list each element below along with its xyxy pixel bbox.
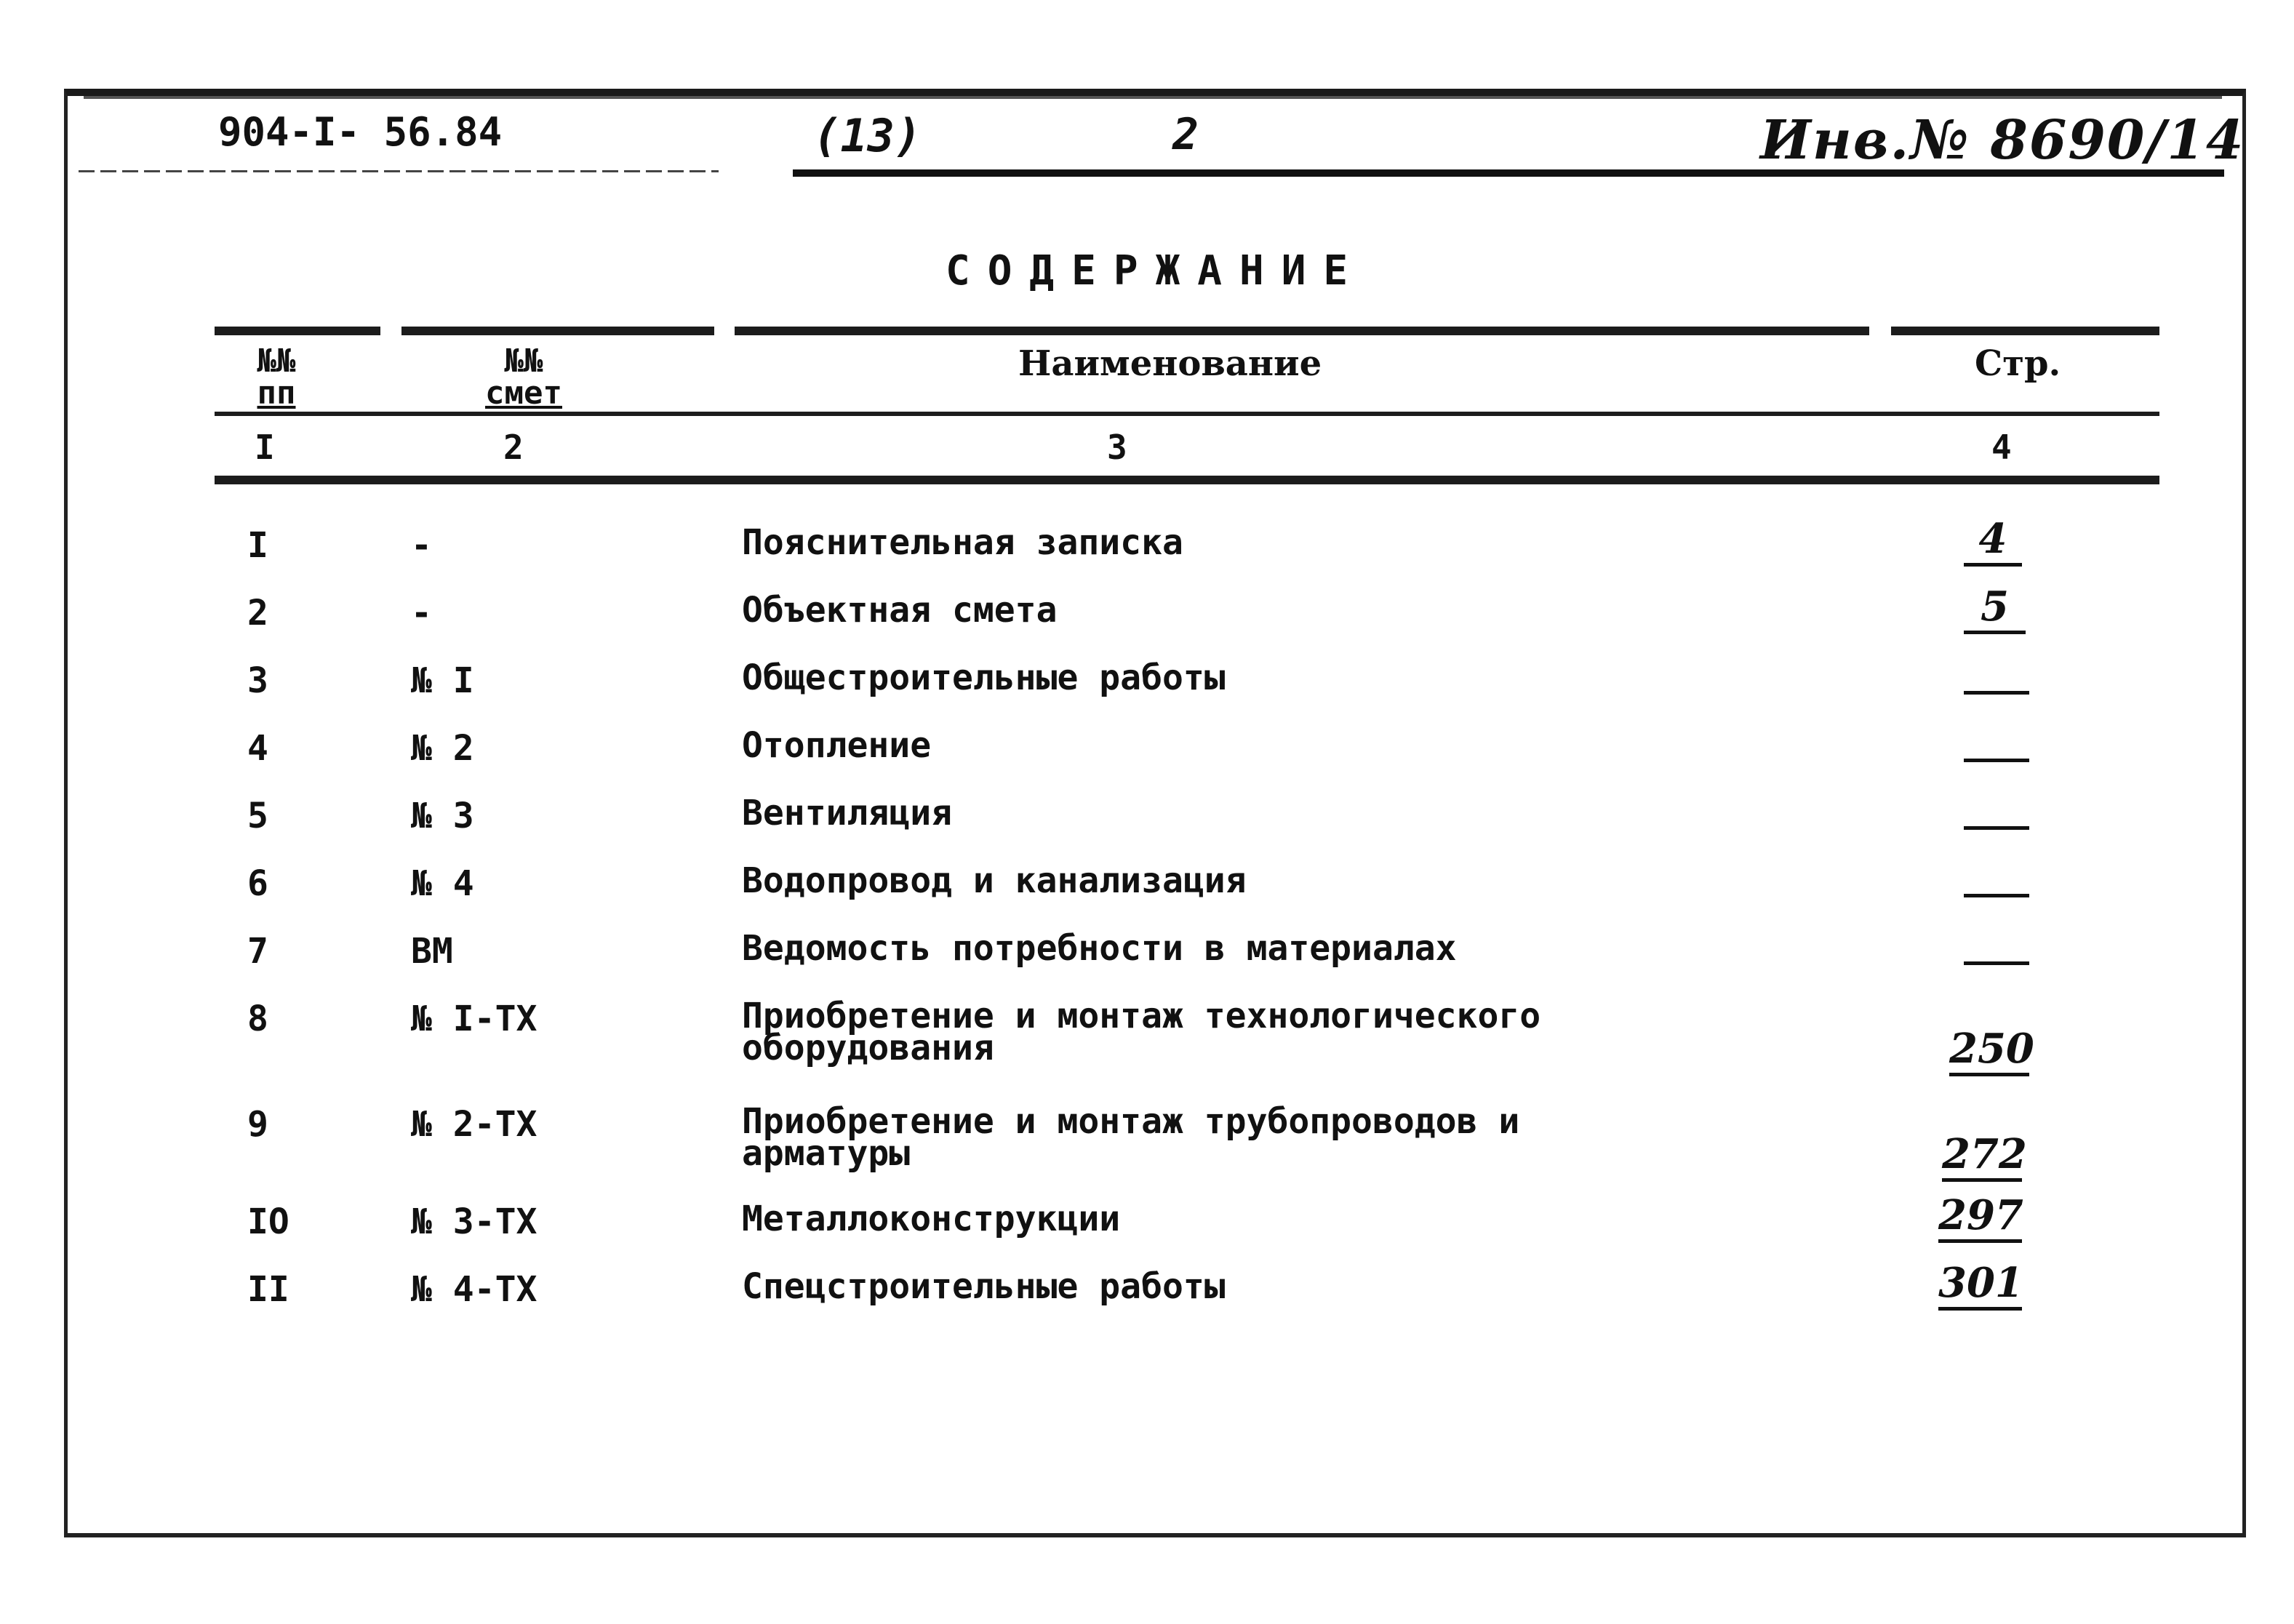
row-number: IO: [247, 1201, 289, 1242]
row-name: [742, 1101, 1687, 1174]
row-page: [1964, 876, 2029, 897]
row-number: II: [247, 1269, 289, 1310]
colhead-name: Наименование: [1018, 343, 1322, 384]
page-number: 2: [1172, 109, 1199, 160]
row-page: 5: [1964, 583, 2026, 634]
numbers-divider: [215, 476, 2159, 484]
row-name: [742, 996, 1687, 1068]
row-number: 9: [247, 1104, 268, 1145]
inventory-number: Инв.№ 8690/14: [1760, 109, 2245, 172]
row-name: Спецстроительные работы: [742, 1266, 1226, 1307]
row-number: 2: [247, 593, 268, 633]
row-estimate: № 4-ТХ: [411, 1269, 537, 1310]
row-name-line1: Приобретение и монтаж технологического: [742, 996, 1541, 1036]
colnum-3: 3: [1107, 428, 1127, 467]
colhead-no: №№ пп: [257, 343, 296, 412]
document-title: СОДЕРЖАНИЕ: [946, 247, 1366, 295]
row-estimate: № 3: [411, 796, 474, 836]
frame-inner-line: [84, 96, 2222, 99]
row-page: 250: [1949, 1025, 2029, 1076]
row-name-line2: оборудования: [742, 1028, 994, 1068]
colhead-page: Стр.: [1975, 343, 2061, 384]
sheet-reference: (13): [813, 109, 922, 162]
col-bar-2: [401, 327, 714, 335]
row-page: [1964, 809, 2029, 830]
row-name: Объектная смета: [742, 590, 1058, 631]
row-name: Ведомость потребности в материалах: [742, 928, 1457, 969]
row-number: 8: [247, 999, 268, 1039]
row-name-line2: арматуры: [742, 1133, 911, 1174]
row-number: 6: [247, 863, 268, 904]
row-page: [1964, 673, 2029, 695]
col-bar-4: [1891, 327, 2159, 335]
row-estimate: № I: [411, 660, 474, 701]
colnum-2: 2: [503, 428, 524, 467]
row-estimate: -: [411, 525, 432, 566]
row-number: I: [247, 525, 268, 566]
row-page: 297: [1938, 1191, 2022, 1243]
row-estimate: № 3-ТХ: [411, 1201, 537, 1242]
row-name: Вентиляция: [742, 793, 952, 833]
colnum-4: 4: [1991, 428, 2012, 467]
header-rule-dashed: [79, 170, 719, 172]
row-name: Отопление: [742, 725, 932, 766]
row-name: Водопровод и канализация: [742, 860, 1247, 901]
project-code: 904-I- 56.84: [218, 109, 503, 155]
row-number: 7: [247, 931, 268, 972]
row-page: 301: [1938, 1259, 2022, 1311]
row-name: Общестроительные работы: [742, 657, 1226, 698]
row-estimate: ВМ: [411, 931, 453, 972]
row-estimate: -: [411, 593, 432, 633]
row-estimate: № I-ТХ: [411, 999, 537, 1039]
colhead-estimate: №№ смет: [485, 343, 562, 412]
row-page: [1964, 741, 2029, 762]
row-number: 3: [247, 660, 268, 701]
row-name: Пояснительная записка: [742, 522, 1183, 563]
colnum-1: I: [255, 428, 275, 467]
row-name-line1: Приобретение и монтаж трубопроводов и: [742, 1101, 1520, 1142]
row-page: 4: [1964, 515, 2022, 567]
row-page: [1964, 944, 2029, 965]
row-number: 5: [247, 796, 268, 836]
row-estimate: № 4: [411, 863, 474, 904]
row-estimate: № 2-ТХ: [411, 1104, 537, 1145]
row-page: 272: [1942, 1130, 2022, 1182]
row-number: 4: [247, 728, 268, 769]
header-divider: [215, 412, 2159, 416]
row-name: Металлоконструкции: [742, 1199, 1121, 1239]
col-bar-3: [735, 327, 1869, 335]
row-estimate: № 2: [411, 728, 474, 769]
col-bar-1: [215, 327, 380, 335]
